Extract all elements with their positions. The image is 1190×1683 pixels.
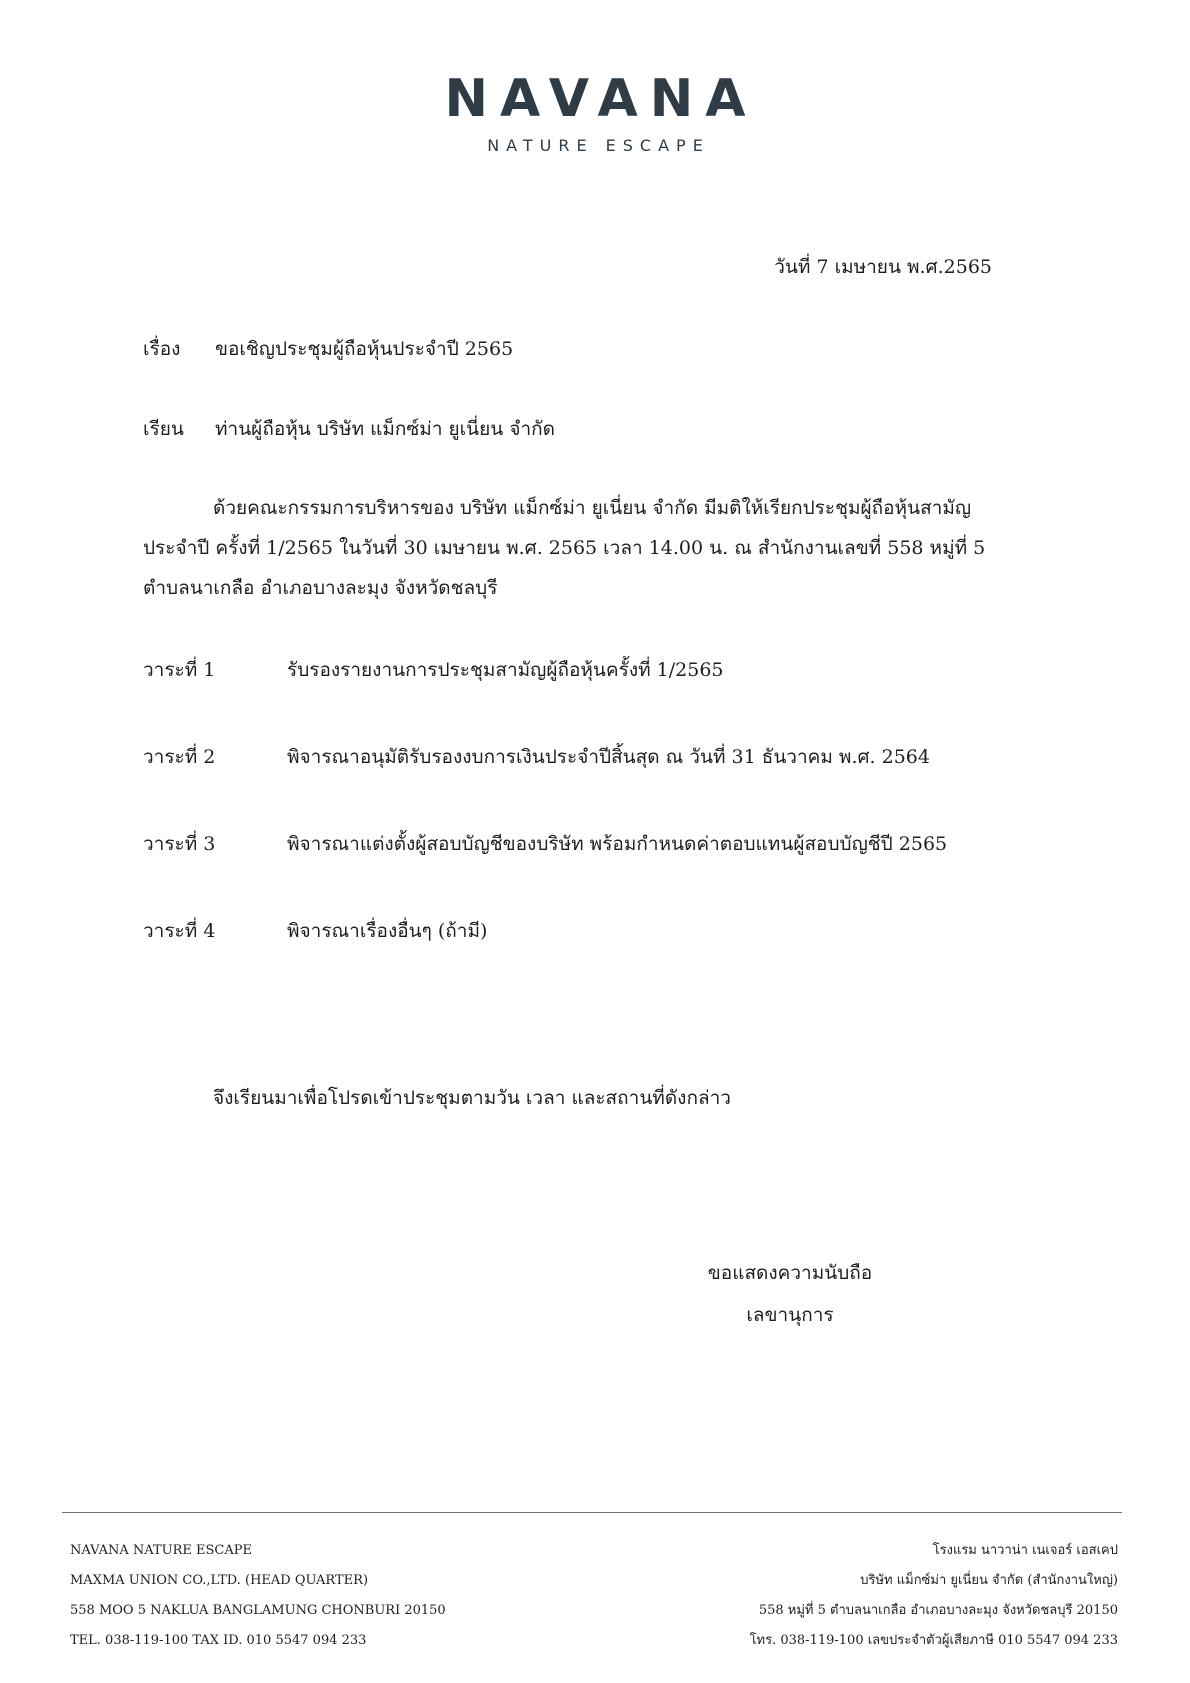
- footer-right-line: โรงแรม นาวาน่า เนเจอร์ เอสเคป: [932, 1543, 1118, 1558]
- closing-sentence: จึงเรียนมาเพื่อโปรดเข้าประชุมตามวัน เวลา และสถานที่ดังกล่าว: [213, 1087, 731, 1109]
- agenda-text: พิจารณาเรื่องอื่นๆ (ถ้ามี): [287, 920, 488, 942]
- footer-divider: [62, 1512, 1122, 1513]
- letter-date: วันที่ 7 เมษายน พ.ศ.2565: [774, 256, 992, 278]
- agenda-item-1: [143, 655, 724, 685]
- agenda-item-2: [143, 742, 930, 772]
- footer-left-line: MAXMA UNION CO.,LTD. (HEAD QUARTER): [70, 1573, 369, 1588]
- addressee-label: เรียน: [143, 418, 184, 440]
- agenda-number: วาระที่ 1: [143, 659, 216, 681]
- footer-left-line: 558 MOO 5 NAKLUA BANGLAMUNG CHONBURI 20150: [70, 1603, 446, 1618]
- body-line-1: ด้วยคณะกรรมการบริหารของ บริษัท แม็กซ์ม่า ยูเนี่ยน จำกัด มีมติให้เรียกประชุมผู้ถือหุ้นสามัญ: [213, 497, 972, 519]
- footer-left-line: TEL. 038-119-100 TAX ID. 010 5547 094 233: [70, 1633, 367, 1648]
- body-paragraph: [143, 488, 1043, 608]
- addressee-text: ท่านผู้ถือหุ้น บริษัท แม็กซ์ม่า ยูเนี่ยน จำกัด: [215, 418, 555, 440]
- subject-text: ขอเชิญประชุมผู้ถือหุ้นประจำปี 2565: [215, 338, 514, 360]
- agenda-item-3: [143, 829, 947, 859]
- letterhead-logo: [0, 68, 1190, 155]
- signature-regards: ขอแสดงความนับถือ: [707, 1262, 873, 1284]
- footer-right-block: [750, 1536, 1118, 1656]
- footer-right-line: บริษัท แม็กซ์ม่า ยูเนี่ยน จำกัด (สำนักงานใหญ่): [860, 1573, 1118, 1588]
- agenda-number: วาระที่ 4: [143, 920, 216, 942]
- agenda-text: รับรองรายงานการประชุมสามัญผู้ถือหุ้นครั้งที่ 1/2565: [287, 659, 724, 681]
- subject-line: [143, 334, 513, 364]
- agenda-text: พิจารณาแต่งตั้งผู้สอบบัญชีของบริษัท พร้อมกำหนดค่าตอบแทนผู้สอบบัญชีปี 2565: [287, 833, 948, 855]
- footer-left-line: NAVANA NATURE ESCAPE: [70, 1543, 252, 1558]
- addressee-line: [143, 414, 555, 444]
- agenda-text: พิจารณาอนุมัติรับรองงบการเงินประจำปีสิ้นสุด ณ วันที่ 31 ธันวาคม พ.ศ. 2564: [287, 746, 930, 768]
- brand-name: NAVANA: [444, 69, 758, 129]
- agenda-number: วาระที่ 2: [143, 746, 216, 768]
- footer-left-block: [70, 1536, 446, 1656]
- footer-right-line: โทร. 038-119-100 เลขประจำตัวผู้เสียภาษี 010 5547 094 233: [749, 1633, 1118, 1648]
- body-line-2: ประจำปี ครั้งที่ 1/2565 ในวันที่ 30 เมษายน พ.ศ. 2565 เวลา 14.00 น. ณ สำนักงานเลขที่ 558 หมู่ที่ 5: [143, 537, 986, 559]
- footer-right-line: 558 หมู่ที่ 5 ตำบลนาเกลือ อำเภอบางละมุง จังหวัดชลบุรี 20150: [758, 1603, 1118, 1618]
- body-line-3: ตำบลนาเกลือ อำเภอบางละมุง จังหวัดชลบุรี: [143, 577, 498, 599]
- agenda-item-4: [143, 916, 487, 946]
- agenda-number: วาระที่ 3: [143, 833, 216, 855]
- subject-label: เรื่อง: [143, 338, 181, 360]
- brand-tagline: NATURE ESCAPE: [487, 136, 710, 155]
- signature-title: เลขานุการ: [746, 1304, 834, 1326]
